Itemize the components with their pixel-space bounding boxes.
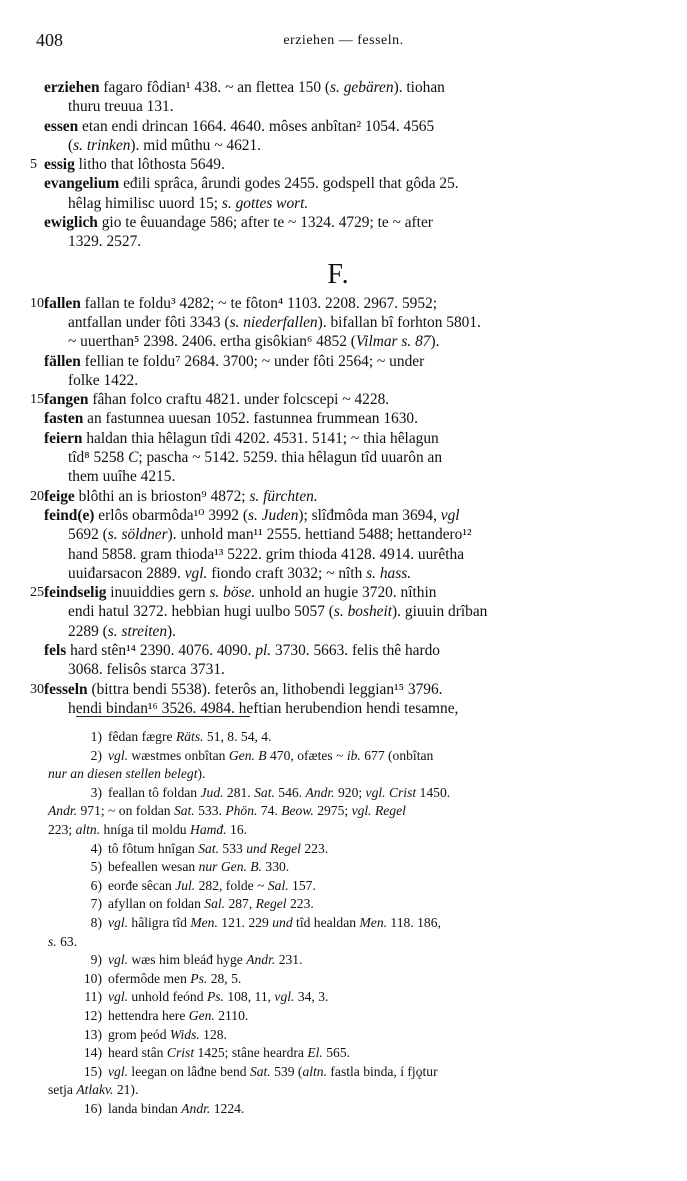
- entry-line: [30, 371, 647, 390]
- text-run: 223.: [300, 840, 329, 856]
- text-run: 920;: [334, 784, 366, 800]
- text-run: befeallen wesan: [108, 859, 199, 875]
- text-run: 21).: [113, 1082, 139, 1098]
- italic-text: Atlakv.: [76, 1082, 114, 1098]
- italic-text: Sat.: [198, 840, 220, 856]
- headword: fasten: [44, 410, 84, 428]
- text-run: (: [68, 136, 74, 154]
- text-run: 5692 (: [68, 526, 108, 544]
- section-letter: F.: [327, 258, 350, 290]
- text-run: an fastunnea uuesan 1052. fastunnea frummean 1630.: [83, 410, 418, 428]
- headword: fällen: [44, 352, 81, 370]
- dictionary-entry: [30, 506, 647, 583]
- entry-line: [30, 622, 647, 641]
- footnote-number: 3): [90, 784, 102, 800]
- text-run: 330.: [262, 859, 290, 875]
- text-run: hard stên¹⁴ 2390. 4076. 4090.: [66, 642, 256, 660]
- entry-line: [30, 506, 647, 525]
- footnote-line: [48, 1081, 647, 1100]
- italic-text: Sat.: [254, 784, 275, 800]
- entry-line: [30, 467, 647, 486]
- text-run: hâligra tîd: [128, 914, 191, 930]
- entry-line: [30, 117, 647, 136]
- text-run: ). bifallan bî forhton 5801.: [317, 313, 481, 331]
- footnote-number: 12): [83, 1007, 102, 1023]
- text-run: (bittra bendi 5538). feterôs an, lithobendi leggian¹⁵ 3796.: [87, 680, 443, 698]
- text-run: eorđe sêcan: [108, 877, 176, 893]
- italic-text: altn.: [75, 821, 101, 837]
- entry-line: [30, 409, 647, 428]
- footnote-line: [48, 858, 647, 877]
- text-run: antfallan under fôti 3343 (: [68, 313, 230, 331]
- text-run: ). tiohan: [393, 79, 445, 96]
- italic-text: Hamđ.: [190, 821, 227, 837]
- headword: feind(e): [44, 506, 95, 524]
- text-run: ). giuuin drîban: [392, 603, 488, 621]
- dictionary-entry: [30, 352, 647, 391]
- footnote-number: 13): [83, 1026, 102, 1042]
- footnote-line: [48, 840, 647, 859]
- italic-text: Ps.: [206, 989, 224, 1005]
- text-run: hendi bindan¹⁶ 3526. 4984. heftian herubendion hendi tesamne,: [68, 699, 459, 717]
- text-run: unhold feónd: [128, 989, 207, 1005]
- footnote-line: [48, 1044, 647, 1063]
- italic-text: altn.: [302, 1063, 327, 1079]
- text-run: 3068. felisôs starca 3731.: [68, 661, 225, 679]
- italic-text: Andr.: [246, 952, 276, 968]
- line-number: 10: [30, 295, 44, 311]
- entry-line: [30, 78, 647, 97]
- footnotes: [48, 728, 647, 1118]
- text-run: 1329. 2527.: [68, 233, 142, 251]
- dictionary-entry: [30, 680, 647, 719]
- text-run: 971; ~ on foldan: [77, 803, 174, 819]
- text-run: folke 1422.: [68, 371, 139, 389]
- italic-text: Ps.: [190, 970, 208, 986]
- footnote-number: 15): [83, 1063, 102, 1079]
- dictionary-entry: [30, 429, 647, 487]
- text-run: grom þeód: [108, 1026, 170, 1042]
- text-run: 533.: [194, 803, 226, 819]
- text-run: fagaro fôdian¹ 438. ~ an flettea 150 (: [99, 79, 331, 96]
- text-run: etan endi drincan 1664. 4640. môses anbîtan² 1054. 4565: [78, 117, 435, 135]
- text-run: 539 (: [270, 1063, 303, 1079]
- headword: essig: [44, 156, 75, 174]
- text-run: 223.: [286, 896, 314, 912]
- page-header: [36, 30, 651, 52]
- text-run: tîd⁸ 5258: [68, 449, 129, 467]
- text-run: fallan te foldu³ 4282; ~ te fôton⁴ 1103. 2208. 2967. 5952;: [80, 294, 438, 312]
- text-run: 63.: [56, 933, 78, 949]
- italic-text: nur an diesen stellen belegt: [48, 766, 198, 782]
- italic-text: vgl.: [184, 564, 208, 582]
- text-run: thuru treuua 131.: [68, 98, 174, 116]
- text-run: 128.: [199, 1026, 227, 1042]
- text-run: 16.: [226, 821, 248, 837]
- footnote-line: [48, 951, 647, 970]
- entry-line: [30, 660, 647, 679]
- text-run: uuiđarsacon 2889.: [68, 564, 185, 582]
- text-run: haldan thia hêlagun tîdi 4202. 4531. 5141; ~ thia hêlagun: [82, 429, 439, 447]
- text-run: 1425; stâne heardra: [194, 1045, 308, 1061]
- headword: essen: [44, 117, 79, 135]
- footnote-line: [48, 914, 647, 933]
- text-run: hand 5858. gram thioda¹³ 5222. grim thioda 4128. 4914. uurêtha: [68, 545, 465, 563]
- entry-line: [30, 294, 647, 313]
- text-run: 1224.: [210, 1100, 245, 1116]
- italic-text: Andr.: [48, 803, 78, 819]
- text-run: 28, 5.: [207, 970, 242, 986]
- text-run: fellian te foldu⁷ 2684. 3700; ~ under fôti 2564; ~ under: [80, 352, 425, 370]
- italic-text: s. söldner: [107, 526, 168, 544]
- italic-text: Jul.: [175, 877, 196, 893]
- footnote-number: 7): [90, 896, 102, 912]
- line-number: 15: [30, 392, 44, 408]
- dictionary-entry: [30, 155, 647, 174]
- dictionary-entry: [30, 294, 647, 352]
- footnote-number: 6): [90, 877, 102, 893]
- text-run: fastla binda, í fjǫtur: [326, 1063, 438, 1079]
- dictionary-entry: [30, 174, 647, 213]
- footnote-number: 2): [90, 747, 102, 763]
- footnote-line: [48, 1100, 647, 1119]
- italic-text: ib.: [346, 747, 361, 763]
- text-run: 2110.: [214, 1007, 249, 1023]
- headword: fels: [44, 642, 67, 660]
- footnote-line: [48, 970, 647, 989]
- dictionary-entry: [30, 583, 647, 641]
- entry-line: [30, 448, 647, 467]
- footnote-line: [48, 877, 647, 896]
- text-run: blôthi an is brioston⁹ 4872;: [74, 487, 250, 505]
- footnote-number: 16): [83, 1100, 102, 1116]
- text-run: 470, ofætes ~: [266, 747, 347, 763]
- footnote-line: [48, 765, 647, 784]
- footnote-line: [48, 895, 647, 914]
- text-run: landa bindan: [108, 1100, 182, 1116]
- entry-line: [30, 313, 647, 332]
- italic-text: vgl.: [108, 914, 129, 930]
- italic-text: s. bosheit: [333, 603, 393, 621]
- footnote-line: [48, 747, 647, 766]
- entry-line: [30, 641, 647, 660]
- entry-line: [30, 136, 647, 155]
- italic-text: pl.: [255, 642, 272, 660]
- text-run: 34, 3.: [294, 989, 329, 1005]
- entry-line: [30, 545, 647, 564]
- text-run: setja: [48, 1082, 77, 1098]
- text-run: 74.: [257, 803, 282, 819]
- footnote-number: 8): [90, 914, 102, 930]
- footnote-line: [48, 1063, 647, 1082]
- italic-text: Sal.: [204, 896, 226, 912]
- footnote-line: [48, 784, 647, 803]
- line-number: 20: [30, 488, 44, 504]
- text-run: 677 (onbîtan: [360, 747, 434, 763]
- footnote-rule: [76, 716, 250, 717]
- text-run: 121. 229: [217, 914, 273, 930]
- text-run: fâhan folco craftu 4821. under folcscepi ~ 4228.: [88, 391, 390, 409]
- italic-text: Regel: [255, 896, 287, 912]
- dictionary-entry: [30, 390, 647, 409]
- entry-line: [30, 390, 647, 409]
- italic-text: vgl.: [108, 952, 129, 968]
- text-run: 2289 (: [68, 622, 108, 640]
- text-run: 118. 186,: [387, 914, 441, 930]
- italic-text: Jud.: [200, 784, 224, 800]
- italic-text: s.: [48, 933, 57, 949]
- text-run: 282, folde ~: [195, 877, 268, 893]
- italic-text: s. Juden: [247, 506, 299, 524]
- footnote-line: [48, 821, 647, 840]
- text-run: ).: [430, 333, 440, 351]
- footnote-number: 1): [90, 729, 102, 744]
- footnote-number: 11): [84, 989, 102, 1005]
- italic-text: Men.: [359, 914, 388, 930]
- headword: fallen: [44, 294, 81, 312]
- entry-line: [30, 155, 647, 174]
- text-run: endi hatul 3272. hebbian hugi uulbo 5057 (: [68, 603, 334, 621]
- text-run: 546.: [274, 784, 306, 800]
- italic-text: und: [272, 914, 293, 930]
- italic-text: Men.: [190, 914, 218, 930]
- headword: evangelium: [44, 175, 120, 193]
- headword: feindselig: [44, 584, 107, 602]
- entry-line: [30, 583, 647, 602]
- italic-text: vgl.: [108, 989, 129, 1005]
- italic-text: Beow.: [281, 803, 314, 819]
- dictionary-entry: [30, 487, 647, 506]
- entry-line: [30, 332, 647, 351]
- text-run: erlôs obarmôda¹⁰ 3992 (: [94, 506, 248, 524]
- text-run: feallan tô foldan: [108, 784, 201, 800]
- headword: erziehen: [44, 79, 100, 96]
- dictionary-entry: [30, 78, 647, 117]
- text-run: tô fôtum hnîgan: [108, 840, 199, 856]
- headword: fesseln: [44, 680, 88, 698]
- text-run: ~ uuerthan⁵ 2398. 2406. ertha gisôkian⁶ 4852 (: [68, 333, 356, 351]
- italic-text: s. niederfallen: [229, 313, 318, 331]
- footnote-number: 4): [90, 840, 102, 856]
- italic-text: vgl. Regel: [351, 803, 406, 819]
- italic-text: vgl.: [108, 1063, 129, 1079]
- text-run: heard stân: [108, 1045, 167, 1061]
- text-run: 1450.: [416, 784, 451, 800]
- italic-text: Sat.: [249, 1063, 271, 1079]
- italic-text: El.: [307, 1045, 323, 1061]
- text-run: ). mid mûthu ~ 4621.: [130, 136, 262, 154]
- footnote-number: 10): [83, 970, 102, 986]
- italic-text: s. streiten: [107, 622, 168, 640]
- footnote-line: [48, 1007, 647, 1026]
- italic-text: Sal.: [267, 877, 289, 893]
- footnote-number: 5): [90, 859, 102, 875]
- text-run: 565.: [322, 1045, 351, 1061]
- entry-line: [30, 194, 647, 213]
- footnote-number: 9): [90, 952, 102, 968]
- italic-text: s. gottes wort.: [221, 194, 309, 212]
- headword: feiern: [44, 429, 83, 447]
- italic-text: s. gebären: [330, 79, 394, 96]
- line-number: 25: [30, 585, 44, 601]
- headword: fangen: [44, 391, 89, 409]
- italic-text: Räts.: [175, 729, 204, 744]
- text-run: wæstmes onbîtan: [128, 747, 229, 763]
- italic-text: vgl.: [274, 989, 295, 1005]
- text-run: wæs him bleáđ hyge: [128, 952, 247, 968]
- line-number: 30: [30, 681, 44, 697]
- entry-line: [30, 525, 647, 544]
- text-run: 2975;: [313, 803, 352, 819]
- text-run: ). unhold man¹¹ 2555. hettiand 5488; hettandero¹²: [167, 526, 472, 544]
- text-run: 533: [219, 840, 247, 856]
- italic-text: Sat.: [173, 803, 195, 819]
- entry-line: [30, 487, 647, 506]
- text-run: 281.: [223, 784, 255, 800]
- text-run: ofermôde men: [108, 970, 191, 986]
- text-run: ).: [197, 766, 206, 782]
- headword: ewiglich: [44, 214, 98, 232]
- italic-text: Phön.: [225, 803, 258, 819]
- italic-text: Wids.: [169, 1026, 200, 1042]
- entry-line: [30, 680, 647, 699]
- italic-text: nur Gen. B.: [198, 859, 263, 875]
- entry-line: [30, 429, 647, 448]
- entries-column: [30, 78, 647, 718]
- italic-text: s. hass.: [366, 564, 412, 582]
- italic-text: s. böse.: [209, 584, 256, 602]
- dictionary-entry: [30, 641, 647, 680]
- footnote-line: [48, 933, 647, 952]
- text-run: litho that lôthosta 5649.: [74, 156, 225, 174]
- text-run: afyllan on foldan: [108, 896, 205, 912]
- text-run: ); slîđmôda man 3694,: [298, 506, 441, 524]
- footnote-line: [48, 1026, 647, 1045]
- italic-text: B: [258, 747, 267, 763]
- entry-line: [30, 564, 647, 583]
- footnote-line: [48, 988, 647, 1007]
- text-run: fiondo craft 3032; ~ nîth: [207, 564, 367, 582]
- italic-text: vgl.: [108, 747, 129, 763]
- italic-text: Vilmar s. 87: [355, 333, 431, 351]
- text-run: 3730. 5663. felis thê hardo: [271, 642, 440, 660]
- entry-line: [30, 213, 647, 232]
- footnote-line: [48, 728, 647, 747]
- text-run: 157.: [288, 877, 316, 893]
- italic-text: s. trinken: [73, 136, 131, 154]
- entry-line: [30, 602, 647, 621]
- text-run: gio te êuuandage 586; after te ~ 1324. 4729; te ~ after: [97, 214, 433, 232]
- italic-text: und Regel: [246, 840, 301, 856]
- text-run: 108, 11,: [223, 989, 275, 1005]
- text-run: tîd healdan: [292, 914, 360, 930]
- running-title: erziehen — fesseln.: [283, 33, 404, 48]
- text-run: 231.: [275, 952, 303, 968]
- dictionary-entry: [30, 409, 647, 428]
- dictionary-entry: [30, 213, 647, 252]
- italic-text: C: [128, 449, 139, 467]
- italic-text: vgl: [440, 506, 460, 524]
- text-run: 223;: [48, 821, 76, 837]
- italic-text: vgl. Crist: [365, 784, 417, 800]
- dictionary-entry: [30, 117, 647, 156]
- italic-text: s. fürchten.: [249, 487, 318, 505]
- text-run: hettendra here: [108, 1007, 189, 1023]
- italic-text: Gen.: [188, 1007, 215, 1023]
- italic-text: Crist: [166, 1045, 195, 1061]
- text-run: unhold an hugie 3720. nîthin: [255, 584, 437, 602]
- text-run: hníga til moldu: [100, 821, 190, 837]
- text-run: eđili sprâca, ârundi godes 2455. godspell that gôda 25.: [119, 175, 459, 193]
- entry-line: [30, 352, 647, 371]
- text-run: leegan on lâđne bend: [128, 1063, 250, 1079]
- italic-text: Gen.: [228, 747, 255, 763]
- page-number: 408: [36, 30, 63, 50]
- line-number: 5: [30, 157, 37, 173]
- text-run: ).: [167, 622, 177, 640]
- text-run: them uuîhe 4215.: [68, 468, 176, 486]
- italic-text: Andr.: [305, 784, 335, 800]
- text-run: inuuiddies gern: [106, 584, 210, 602]
- entry-line: [30, 232, 647, 251]
- entry-line: [30, 97, 647, 116]
- text-run: 51, 8. 54, 4.: [203, 729, 272, 744]
- text-run: fêdan fægre: [108, 729, 176, 744]
- entry-line: [30, 174, 647, 193]
- text-run: 287,: [225, 896, 256, 912]
- footnote-line: [48, 802, 647, 821]
- footnote-number: 14): [83, 1045, 102, 1061]
- text-run: hêlag himilisc uuord 15;: [68, 194, 222, 212]
- headword: feige: [44, 487, 75, 505]
- text-run: ; pascha ~ 5142. 5259. thia hêlagun tîd uuarôn an: [138, 449, 443, 467]
- italic-text: Andr.: [181, 1100, 211, 1116]
